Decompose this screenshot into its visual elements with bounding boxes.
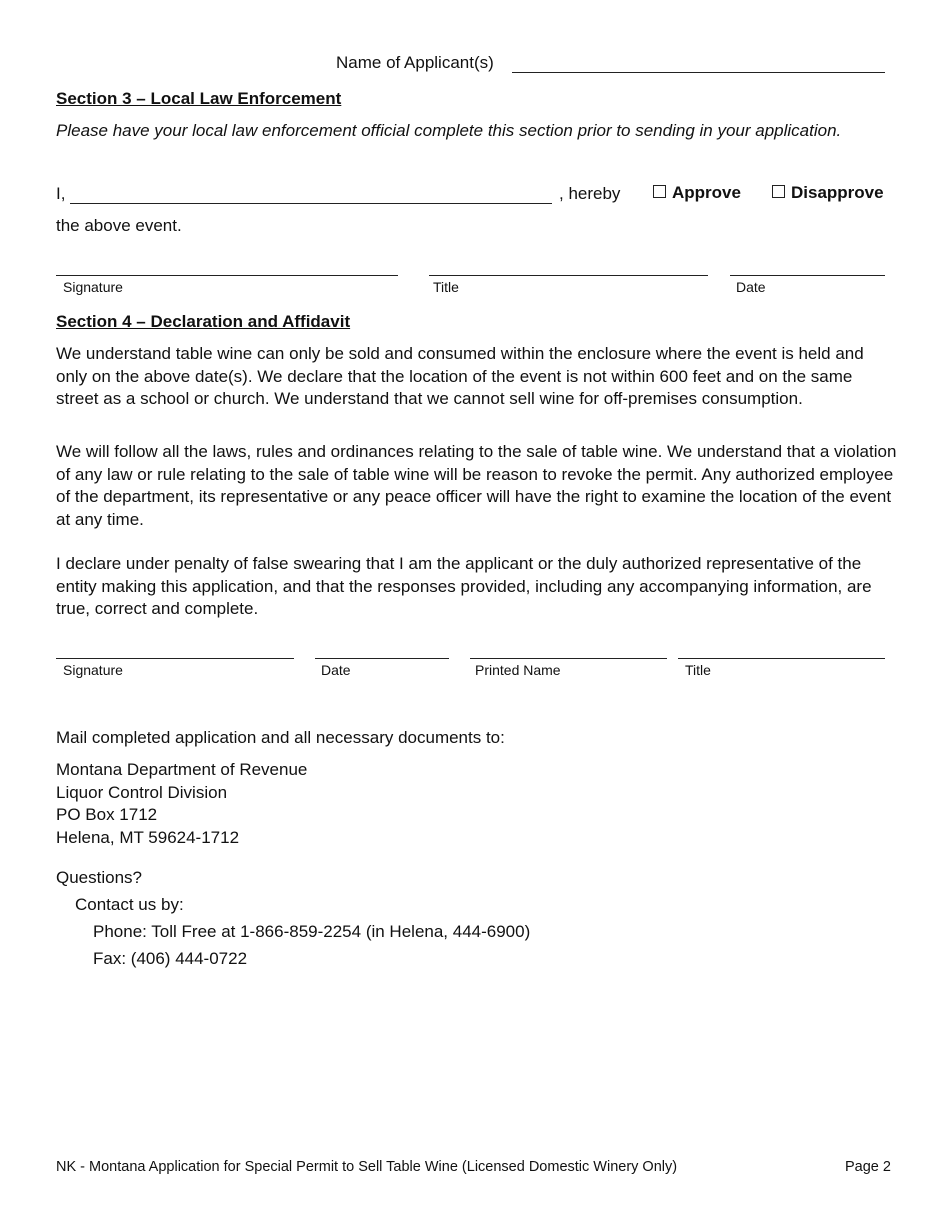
disapprove-checkbox[interactable]	[772, 185, 785, 198]
hereby-label: , hereby	[559, 184, 621, 203]
footer-form-title: NK - Montana Application for Special Permit to Sell Table Wine (Licensed Domestic Winery Only)	[56, 1159, 678, 1175]
s4-signature-field[interactable]	[56, 658, 294, 659]
contact-by-label: Contact us by:	[75, 895, 184, 914]
s3-signature-field[interactable]	[56, 275, 398, 276]
address-line: PO Box 1712	[56, 805, 158, 824]
mailing-address	[56, 759, 307, 849]
s4-title-caption: Title	[685, 662, 711, 678]
declaration-paragraph-2: We will follow all the laws, rules and ordinances relating to the sale of table wine. We understand that a violation of any law or rule relating to the sale of table wine will be reason to revoke the permit. Any authorized employee of the department, its representative or any peace officer will have the right to examine the location of the event at any time.	[56, 442, 897, 529]
address-line: Liquor Control Division	[56, 782, 228, 802]
official-name-field[interactable]	[70, 203, 552, 204]
s4-printed-name-field[interactable]	[470, 658, 667, 659]
official-i-label: I,	[56, 184, 66, 203]
questions-label: Questions?	[56, 868, 142, 887]
above-event-text: the above event.	[56, 216, 182, 235]
s4-date-caption: Date	[321, 662, 351, 678]
disapprove-label: Disapprove	[791, 183, 884, 202]
phone-contact: Phone: Toll Free at 1-866-859-2254 (in Helena, 444-6900)	[93, 922, 531, 941]
s3-signature-caption: Signature	[63, 279, 123, 295]
s3-title-field[interactable]	[429, 275, 708, 276]
address-line: Montana Department of Revenue	[56, 760, 308, 779]
section3-instruction: Please have your local law enforcement official complete this section prior to sending in your application.	[56, 121, 842, 140]
approve-label: Approve	[672, 183, 741, 202]
declaration-paragraph-3: I declare under penalty of false swearing that I am the applicant or the duly authorized representative of the entity making this application, and that the responses provided, including any accompanying information, are true, correct and complete.	[56, 554, 872, 618]
s4-printed-name-caption: Printed Name	[475, 662, 561, 678]
approve-option[interactable]	[653, 183, 741, 203]
s3-title-caption: Title	[433, 279, 459, 295]
s4-date-field[interactable]	[315, 658, 449, 659]
footer-page-number: Page 2	[845, 1159, 891, 1175]
section3-heading: Section 3 – Local Law Enforcement	[56, 89, 342, 108]
address-line: Helena, MT 59624-1712	[56, 827, 240, 847]
applicant-name-label: Name of Applicant(s)	[336, 53, 494, 72]
s3-date-caption: Date	[736, 279, 766, 295]
section4-heading: Section 4 – Declaration and Affidavit	[56, 312, 351, 331]
mailing-intro: Mail completed application and all necessary documents to:	[56, 728, 505, 747]
s4-title-field[interactable]	[678, 658, 885, 659]
approve-checkbox[interactable]	[653, 185, 666, 198]
fax-contact: Fax: (406) 444-0722	[93, 949, 248, 968]
s4-signature-caption: Signature	[63, 662, 123, 678]
disapprove-option[interactable]	[772, 183, 884, 203]
declaration-paragraph-1: We understand table wine can only be sold and consumed within the enclosure where the event is held and only on the above date(s). We declare that the location of the event is not within 600 feet and on the same street as a school or church. We understand that we cannot sell wine for off-premises consumption.	[56, 344, 864, 408]
s3-date-field[interactable]	[730, 275, 885, 276]
applicant-name-field[interactable]	[512, 72, 885, 73]
